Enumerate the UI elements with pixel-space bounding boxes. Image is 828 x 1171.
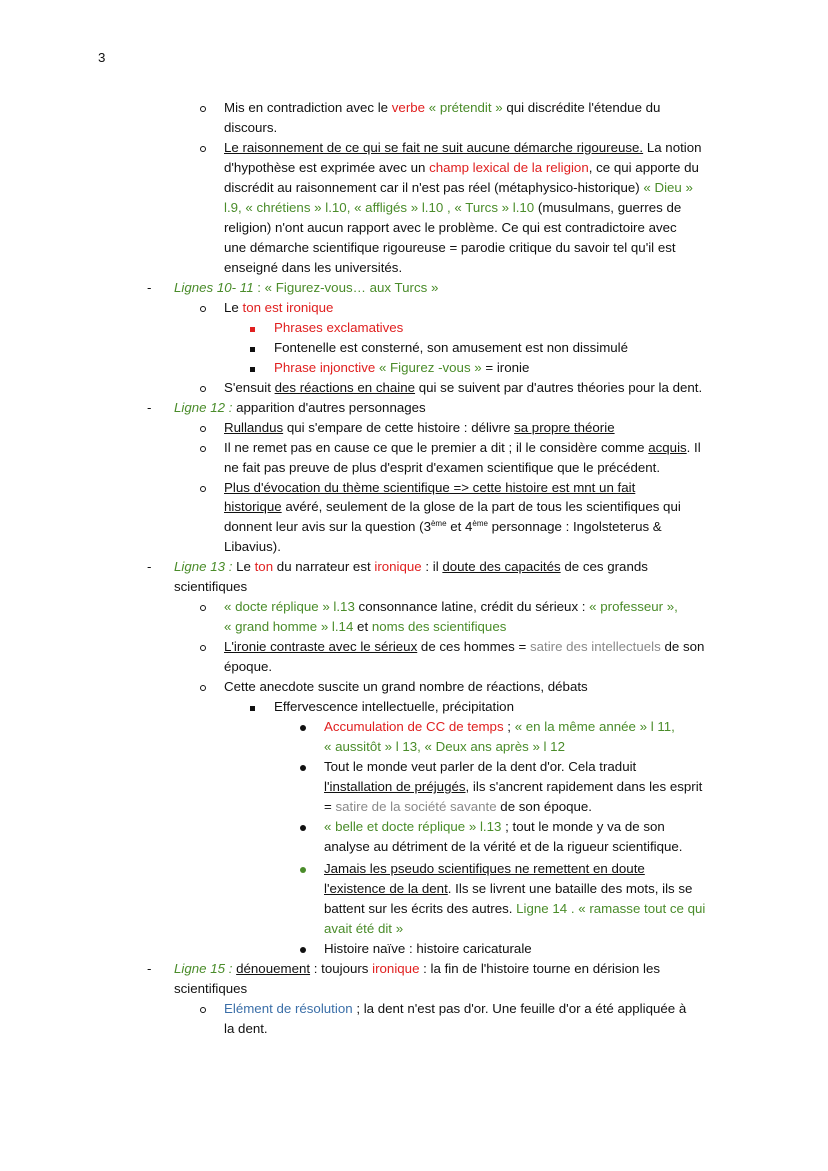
circle-bullet-icon xyxy=(200,378,206,398)
square-bullet-icon xyxy=(250,697,255,717)
dot-bullet-icon xyxy=(300,757,306,777)
text-line: Jamais les pseudo scientifiques ne remettent en doute xyxy=(324,861,645,876)
circle-bullet-icon xyxy=(200,999,206,1019)
square-bullet-icon xyxy=(250,318,255,338)
dash-bullet: - xyxy=(147,559,152,574)
circle-bullet-icon xyxy=(200,478,206,498)
text-line: scientifiques xyxy=(174,579,248,594)
circle-bullet-icon xyxy=(200,597,206,617)
text-line: l'existence de la dent. Ils se livrent une bataille des mots, ils se xyxy=(324,881,693,896)
text-line: donnent leur avis sur la question (3ème et 4ème personnage : Ingolsteterus & xyxy=(224,519,662,534)
text-line: Le raisonnement de ce qui se fait ne suit aucune démarche rigoureuse. La notion xyxy=(224,140,702,155)
text-line: la dent. xyxy=(224,1021,268,1036)
section-heading: Ligne 12 : apparition d'autres personnages xyxy=(174,400,426,415)
text-line: battent sur les écrits des autres. Ligne 14 . « ramasse tout ce qui xyxy=(324,901,706,916)
text-line: une démarche scientifique rigoureuse = parodie critique du savoir tel qu'il est xyxy=(224,240,676,255)
circle-bullet-icon xyxy=(200,418,206,438)
text-line: Rullandus qui s'empare de cette histoire : délivre sa propre théorie xyxy=(224,420,615,435)
dot-bullet-icon xyxy=(300,717,306,737)
text-line: Tout le monde veut parler de la dent d'or. Cela traduit xyxy=(324,759,637,774)
circle-bullet-icon xyxy=(200,98,206,118)
text-line: « belle et docte réplique » l.13 ; tout le monde y va de son xyxy=(324,819,665,834)
text-line: Mis en contradiction avec le verbe « prétendit » qui discrédite l'étendue du xyxy=(224,100,661,115)
text-line: historique avéré, seulement de la glose de la part de tous les scientifiques qui xyxy=(224,499,681,514)
text-line: époque. xyxy=(224,659,273,674)
text-line: avait été dit » xyxy=(324,921,404,936)
square-bullet-icon xyxy=(250,358,255,378)
text-line: Cette anecdote suscite un grand nombre de réactions, débats xyxy=(224,679,588,694)
text-line: Histoire naïve : histoire caricaturale xyxy=(324,941,532,956)
text-line: ne fait pas preuve de plus d'esprit d'examen scientifique que le précédent. xyxy=(224,460,661,475)
dot-bullet-icon xyxy=(300,859,306,879)
text-line: l'installation de préjugés, ils s'ancrent rapidement dans les esprit xyxy=(324,779,703,794)
circle-bullet-icon xyxy=(200,138,206,158)
text-line: Accumulation de CC de temps ; « en la même année » l 11, xyxy=(324,719,675,734)
text-line: « aussitôt » l 13, « Deux ans après » l 12 xyxy=(324,739,565,754)
text-line: S'ensuit des réactions en chaine qui se suivent par d'autres théories pour la dent. xyxy=(224,380,703,395)
dash-bullet: - xyxy=(147,280,152,295)
page-number: 3 xyxy=(98,50,106,65)
text-line: L'ironie contraste avec le sérieux de ces hommes = satire des intellectuels de son xyxy=(224,639,705,654)
text-line: enseigné dans les universités. xyxy=(224,260,403,275)
section-heading: Lignes 10- 11 : « Figurez-vous… aux Turcs » xyxy=(174,280,439,295)
section-heading: Ligne 15 : dénouement : toujours ironique : la fin de l'histoire tourne en dérision les xyxy=(174,961,661,976)
text-line: « docte réplique » l.13 consonnance latine, crédit du sérieux : « professeur », xyxy=(224,599,678,614)
circle-bullet-icon xyxy=(200,298,206,318)
text-line: Elément de résolution ; la dent n'est pas d'or. Une feuille d'or a été appliquée à xyxy=(224,1001,687,1016)
text-line: discours. xyxy=(224,120,278,135)
dash-bullet: - xyxy=(147,961,152,976)
text-line: Effervescence intellectuelle, précipitation xyxy=(274,699,514,714)
section-heading: Ligne 13 : Le ton du narrateur est ironique : il doute des capacités de ces grands xyxy=(174,559,648,574)
text-line: religion) n'ont aucun rapport avec le problème. Ce qui est contradictoire avec xyxy=(224,220,677,235)
text-line: Libavius). xyxy=(224,539,281,554)
text-line: d'hypothèse est exprimée avec un champ lexical de la religion, ce qui apporte du xyxy=(224,160,699,175)
text-line: « grand homme » l.14 et noms des scientifiques xyxy=(224,619,507,634)
dash-bullet: - xyxy=(147,400,152,415)
text-line: analyse au détriment de la vérité et de la rigueur scientifique. xyxy=(324,839,683,854)
text-line: Le ton est ironique xyxy=(224,300,334,315)
text-line: Fontenelle est consterné, son amusement est non dissimulé xyxy=(274,340,629,355)
text-line: Phrase injonctive « Figurez -vous » = ironie xyxy=(274,360,530,375)
text-line: l.9, « chrétiens » l.10, « affligés » l.10 , « Turcs » l.10 (musulmans, guerres de xyxy=(224,200,682,215)
dot-bullet-icon xyxy=(300,939,306,959)
square-bullet-icon xyxy=(250,338,255,358)
circle-bullet-icon xyxy=(200,677,206,697)
text-line: = satire de la société savante de son époque. xyxy=(324,799,592,814)
text-line: Phrases exclamatives xyxy=(274,320,404,335)
circle-bullet-icon xyxy=(200,637,206,657)
dot-bullet-icon xyxy=(300,817,306,837)
text-line: discrédit au raisonnement car il n'est pas réel (métaphysico-historique) « Dieu » xyxy=(224,180,693,195)
text-line: scientifiques xyxy=(174,981,248,996)
circle-bullet-icon xyxy=(200,438,206,458)
text-line: Il ne remet pas en cause ce que le premier a dit ; il le considère comme acquis. Il xyxy=(224,440,701,455)
text-line: Plus d'évocation du thème scientifique => cette histoire est mnt un fait xyxy=(224,480,636,495)
